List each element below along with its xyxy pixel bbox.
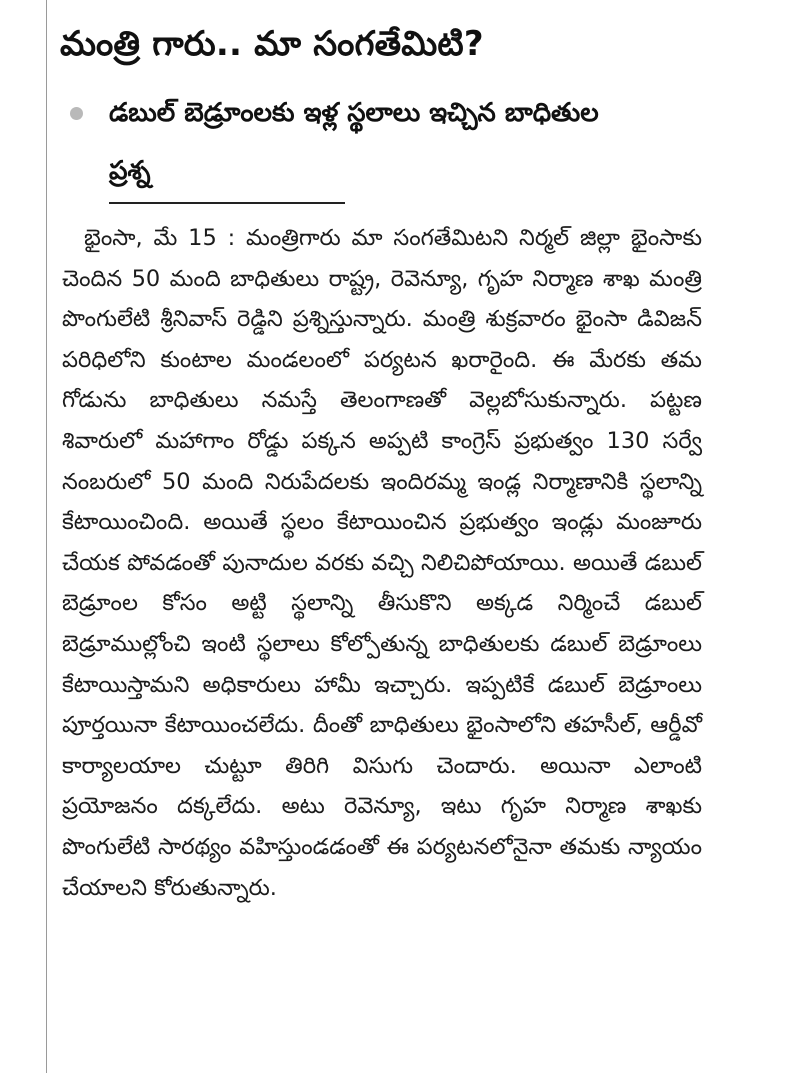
article-subheadline: డబుల్ బెడ్రూంలకు ఇళ్ల స్థలాలు ఇచ్చిన బాధితుల ప్రశ్న bbox=[109, 98, 599, 186]
subheadline-underline bbox=[109, 202, 345, 204]
article-body: భైంసా, మే 15 : మంత్రిగారు మా సంగతేమిటని నిర్మల్ జిల్లా భైంసాకు చెందిన 50 మంది బాధితులు రాష్ట్ర, రెవెన్యూ, గృహ నిర్మాణ శాఖ మంత్రి పొంగులేటి శ్రీనివాస్ రెడ్డిని ప్రశ్నిస్తున్నారు. మంత్రి శుక్రవారం భైంసా డివిజన్ పరిధిలోని కుంటాల మండలంలో పర్యటన ఖరారైంది. ఈ మేరకు తమ గోడును బాధితులు నమస్తే తెలంగాణతో వెల్లబోసుకున్నారు. పట్టణ శివారులో మహాగాం రోడ్డు పక్కన అప్పటి కాంగ్రెస్ ప్రభుత్వం 130 సర్వే నంబరులో 50 మంది నిరుపేదలకు ఇందిరమ్మ ఇండ్ల నిర్మాణానికి స్థలాన్ని కేటాయించింది. అయితే స్థలం కేటాయించిన ప్రభుత్వం ఇండ్లు మంజూరు చేయక పోవడంతో పునాదుల వరకు వచ్చి నిలిచిపోయాయి. అయితే డబుల్ బెడ్రూంల కోసం అట్టి స్థలాన్ని తీసుకొని అక్కడ నిర్మించే డబుల్ బెడ్రూముల్లోంచి ఇంటి స్థలాలు కోల్పోతున్న బాధితులకు డబుల్ బెడ్రూంలు కేటాయిస్తామని అధికారులు హామీ ఇచ్చారు. ఇప్పటికే డబుల్ బెడ్రూంలు పూర్తయినా కేటాయించలేదు. దీంతో బాధితులు భైంసాలోని తహసీల్, ఆర్డీవో కార్యాలయాల చుట్టూ తిరిగి విసుగు చెందారు. అయినా ఎలాంటి ప్రయోజనం దక్కలేదు. అటు రెవెన్యూ, ఇటు గృహ నిర్మాణ శాఖకు పొంగులేటి సారథ్యం వహిస్తుండడంతో ఈ పర్యటనలోనైనా తమకు న్యాయం చేయాలని కోరుతున్నారు. bbox=[62, 225, 702, 901]
column-divider bbox=[46, 0, 47, 1073]
subheadline-row bbox=[60, 84, 700, 200]
article-headline: మంత్రి గారు.. మా సంగతేమిటి? bbox=[60, 24, 484, 64]
article bbox=[60, 14, 700, 908]
bullet-icon bbox=[70, 107, 83, 120]
